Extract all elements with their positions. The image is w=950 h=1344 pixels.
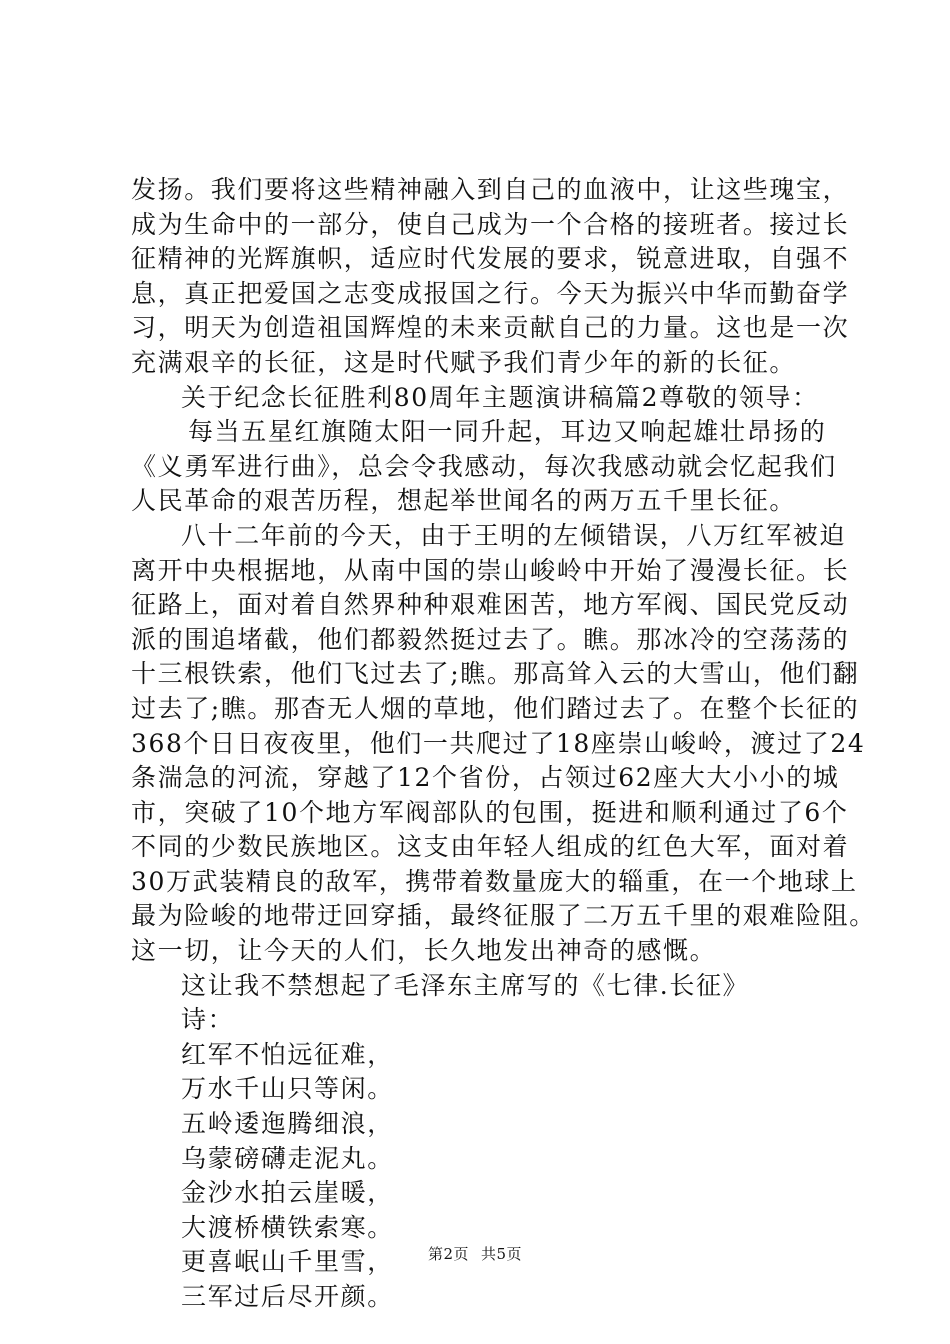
text-line: 人民革命的艰苦历程，想起举世闻名的两万五千里长征。	[131, 486, 797, 516]
paragraph	[131, 415, 843, 519]
text-line: 关于纪念长征胜利80周年主题演讲稿篇2尊敬的领导：	[181, 382, 819, 412]
poem-line: 万水千山只等闲。	[181, 1074, 394, 1104]
text-line: 30万武装精良的敌军，携带着数量庞大的辎重，在一个地球上	[131, 866, 858, 896]
poem-line: 五岭逶迤腾细浪，	[181, 1109, 394, 1139]
text-line: 征路上，面对着自然界种种艰难困苦，地方军阀、国民党反动	[131, 590, 850, 620]
text-line: 过去了;瞧。那杳无人烟的草地，他们踏过去了。在整个长征的	[131, 693, 860, 723]
paragraph	[131, 969, 843, 1038]
document-body	[131, 173, 876, 1315]
text-line: 每当五星红旗随太阳一同升起，耳边又响起雄壮昂扬的	[188, 417, 827, 447]
text-line: 条湍急的河流，穿越了12个省份，占领过62座大大小小的城	[131, 763, 840, 793]
section-heading	[131, 381, 843, 416]
text-line: 派的围追堵截，他们都毅然挺过去了。瞧。那冰冷的空荡荡的	[131, 624, 850, 654]
text-line: 市，突破了10个地方军阀部队的包围，挺进和顺利通过了6个	[131, 797, 849, 827]
text-line: 征精神的光辉旗帜，适应时代发展的要求，锐意进取，自强不	[131, 244, 850, 274]
poem-line: 金沙水拍云崖暖，	[181, 1178, 394, 1208]
text-line: 成为生命中的一部分，使自己成为一个合格的接班者。接过长	[131, 209, 850, 239]
page-footer	[0, 1244, 950, 1264]
text-line: 这让我不禁想起了毛泽东主席写的《七律.长征》	[181, 970, 750, 1000]
page-number: 第2页	[427, 1245, 469, 1263]
paragraph	[131, 173, 850, 381]
text-line: 诗：	[181, 1005, 235, 1035]
text-line: 离开中央根据地，从南中国的崇山峻岭中开始了漫漫长征。长	[131, 555, 850, 585]
poem-line: 三军过后尽开颜。	[181, 1282, 394, 1311]
poem	[131, 1038, 843, 1315]
text-line: 息，真正把爱国之志变成报国之行。今天为振兴中华而勤奋学	[131, 278, 850, 308]
text-line: 不同的少数民族地区。这支由年轻人组成的红色大军，面对着	[131, 832, 850, 862]
poem-line: 红军不怕远征难，	[181, 1039, 394, 1069]
text-line: 习，明天为创造祖国辉煌的未来贡献自己的力量。这也是一次	[131, 313, 850, 343]
text-line: 八十二年前的今天，由于王明的左倾错误，八万红军被迫	[181, 520, 847, 550]
poem-line: 乌蒙磅礴走泥丸。	[181, 1143, 394, 1173]
text-line: 发扬。我们要将这些精神融入到自己的血液中，让这些瑰宝，	[131, 175, 850, 204]
text-line: 充满艰辛的长征，这是时代赋予我们青少年的新的长征。	[131, 347, 797, 377]
page-total: 共5页	[481, 1245, 523, 1263]
text-line: 这一切，让今天的人们，长久地发出神奇的感慨。	[131, 936, 717, 966]
text-line: 十三根铁索，他们飞过去了;瞧。那高耸入云的大雪山，他们翻	[131, 659, 860, 689]
paragraph	[131, 519, 876, 969]
text-line: 最为险峻的地带迂回穿插，最终征服了二万五千里的艰难险阻。	[131, 901, 876, 931]
poem-line: 大渡桥横铁索寒。	[181, 1212, 394, 1242]
poem-line: 更喜岷山千里雪，	[181, 1247, 394, 1277]
text-line: 《义勇军进行曲》，总会令我感动，每次我感动就会忆起我们	[131, 451, 837, 481]
text-line: 368个日日夜夜里，他们一共爬过了18座崇山峻岭，渡过了24	[131, 728, 866, 758]
